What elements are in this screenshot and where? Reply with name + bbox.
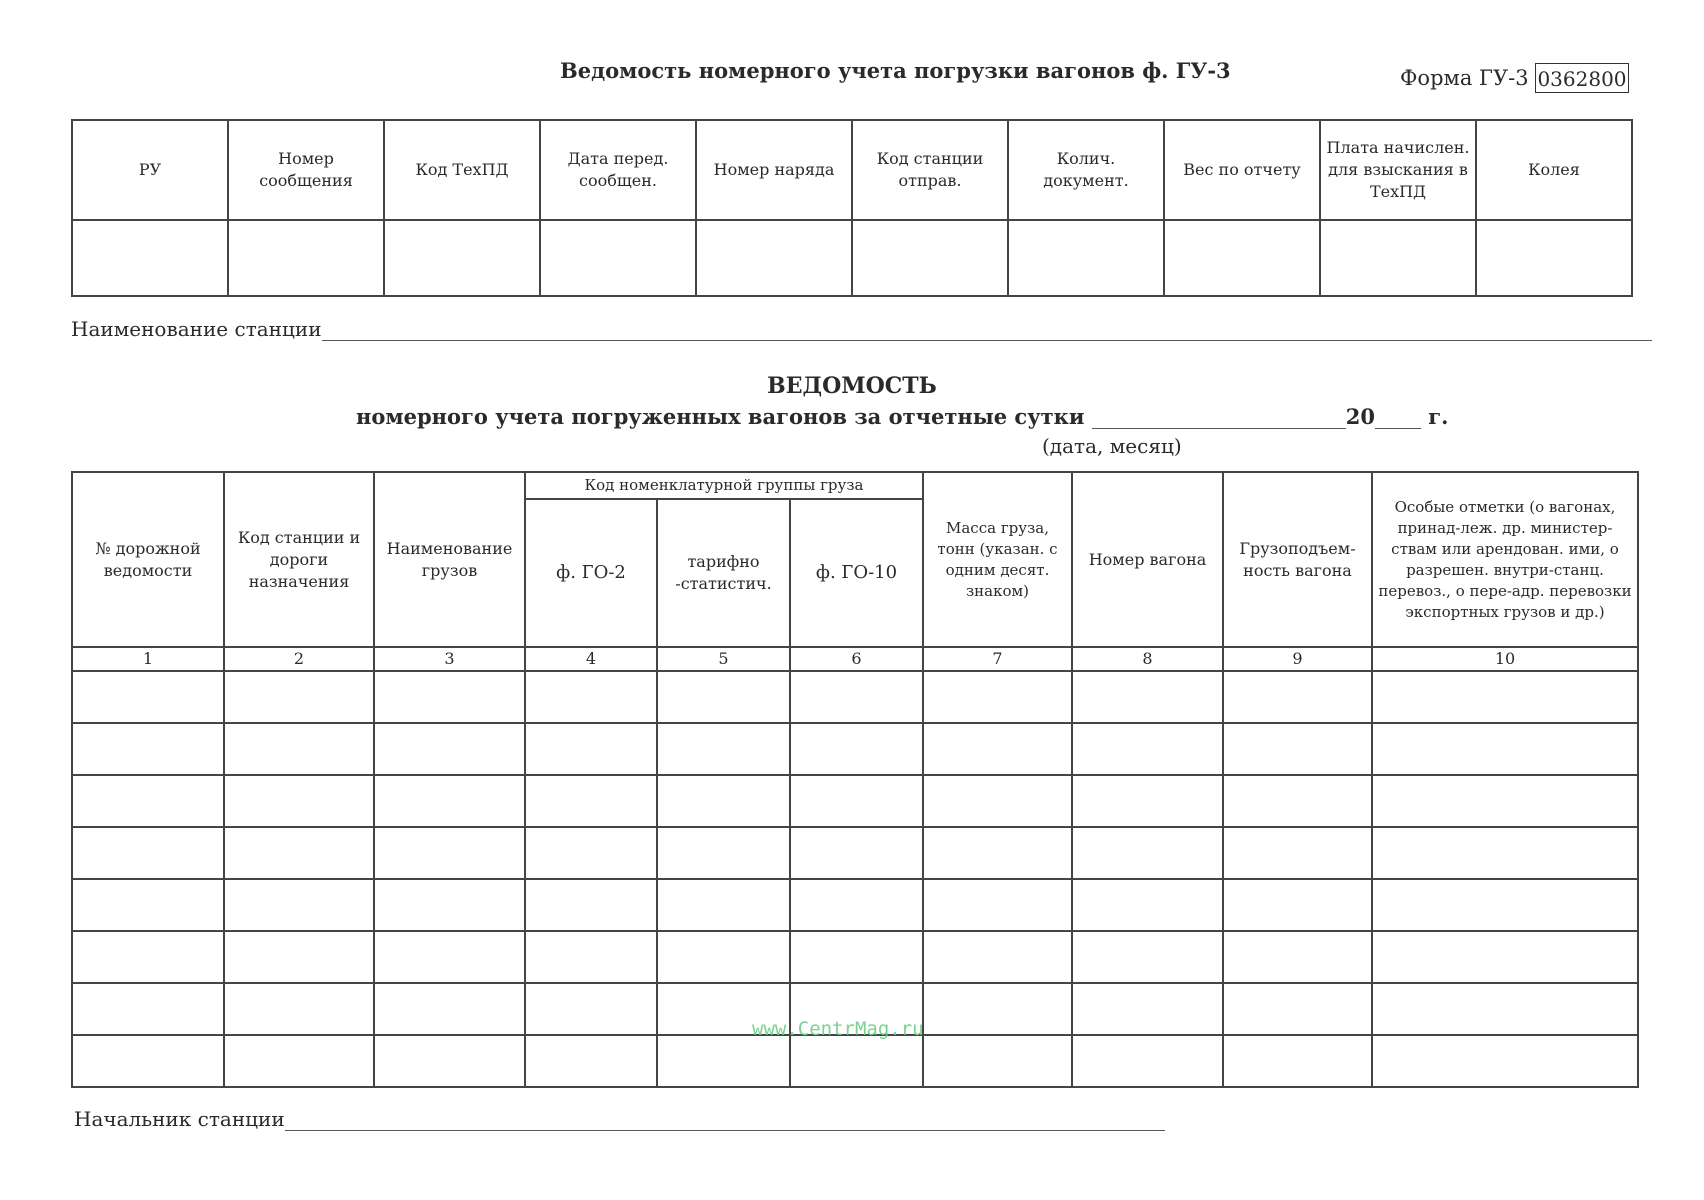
table-cell[interactable] bbox=[72, 1035, 224, 1087]
col-header-road-sheet-number: № дорожной ведомости bbox=[72, 472, 224, 647]
table-cell[interactable] bbox=[72, 827, 224, 879]
table-cell[interactable] bbox=[1223, 671, 1372, 723]
column-number: 10 bbox=[1372, 647, 1638, 671]
column-number: 8 bbox=[1072, 647, 1223, 671]
vedomost-subheading bbox=[356, 404, 1448, 429]
table-cell[interactable] bbox=[657, 931, 790, 983]
station-name-field bbox=[71, 317, 1652, 341]
col-header-wagon-number: Номер вагона bbox=[1072, 472, 1223, 647]
table-cell[interactable] bbox=[1372, 931, 1638, 983]
form-label: Форма ГУ-3 bbox=[1400, 66, 1529, 90]
table-cell[interactable] bbox=[790, 723, 923, 775]
table-cell[interactable] bbox=[923, 827, 1072, 879]
table-cell[interactable] bbox=[657, 827, 790, 879]
table-cell[interactable] bbox=[1072, 1035, 1223, 1087]
date-hint: (дата, месяц) bbox=[1042, 434, 1182, 458]
table-cell[interactable] bbox=[923, 983, 1072, 1035]
table-cell[interactable] bbox=[224, 879, 374, 931]
table-cell[interactable] bbox=[72, 983, 224, 1035]
table-cell[interactable] bbox=[1072, 983, 1223, 1035]
col-header-cargo-mass: Масса груза, тонн (указан. с одним десят. знаком) bbox=[923, 472, 1072, 647]
top-cell[interactable] bbox=[228, 220, 384, 296]
table-cell[interactable] bbox=[923, 879, 1072, 931]
table-cell[interactable] bbox=[923, 775, 1072, 827]
table-cell[interactable] bbox=[374, 1035, 525, 1087]
table-cell[interactable] bbox=[374, 931, 525, 983]
table-cell[interactable] bbox=[1372, 879, 1638, 931]
table-cell[interactable] bbox=[1072, 775, 1223, 827]
table-row bbox=[72, 671, 1638, 723]
table-cell[interactable] bbox=[525, 775, 657, 827]
table-cell[interactable] bbox=[525, 1035, 657, 1087]
table-cell[interactable] bbox=[657, 775, 790, 827]
table-cell[interactable] bbox=[1372, 1035, 1638, 1087]
table-cell[interactable] bbox=[790, 931, 923, 983]
table-cell[interactable] bbox=[657, 879, 790, 931]
table-cell[interactable] bbox=[72, 931, 224, 983]
table-cell[interactable] bbox=[790, 775, 923, 827]
vedomost-subtitle: номерного учета погруженных вагонов за отчетные сутки bbox=[356, 404, 1085, 429]
col-header-departure-station-code: Код станции отправ. bbox=[852, 120, 1008, 220]
table-cell[interactable] bbox=[657, 671, 790, 723]
station-chief-blank[interactable] bbox=[285, 1110, 1165, 1131]
table-cell[interactable] bbox=[790, 1035, 923, 1087]
top-cell[interactable] bbox=[852, 220, 1008, 296]
table-cell[interactable] bbox=[923, 723, 1072, 775]
table-cell[interactable] bbox=[1072, 671, 1223, 723]
table-cell[interactable] bbox=[1072, 879, 1223, 931]
table-cell[interactable] bbox=[525, 879, 657, 931]
column-number: 3 bbox=[374, 647, 525, 671]
table-cell[interactable] bbox=[1223, 931, 1372, 983]
col-header-techpd-code: Код ТехПД bbox=[384, 120, 540, 220]
table-cell[interactable] bbox=[1223, 827, 1372, 879]
col-header-gauge: Колея bbox=[1476, 120, 1632, 220]
table-cell[interactable] bbox=[657, 723, 790, 775]
table-cell[interactable] bbox=[1223, 1035, 1372, 1087]
table-row bbox=[72, 775, 1638, 827]
table-cell[interactable] bbox=[72, 723, 224, 775]
table-cell[interactable] bbox=[224, 827, 374, 879]
table-cell[interactable] bbox=[1223, 775, 1372, 827]
table-cell[interactable] bbox=[790, 827, 923, 879]
table-cell[interactable] bbox=[72, 879, 224, 931]
table-cell[interactable] bbox=[374, 775, 525, 827]
table-cell[interactable] bbox=[72, 671, 224, 723]
column-number: 5 bbox=[657, 647, 790, 671]
col-group-cargo-code: Код номенклатурной группы груза bbox=[525, 472, 923, 499]
col-header-tariff-stat: тарифно -статистич. bbox=[657, 499, 790, 647]
table-cell[interactable] bbox=[374, 723, 525, 775]
year-prefix: 20 bbox=[1345, 404, 1375, 429]
table-cell[interactable] bbox=[1223, 983, 1372, 1035]
table-cell[interactable] bbox=[790, 671, 923, 723]
table-cell[interactable] bbox=[525, 723, 657, 775]
station-chief-field bbox=[74, 1107, 1165, 1131]
col-header-ru: РУ bbox=[72, 120, 228, 220]
col-header-wagon-capacity: Грузоподъем-ность вагона bbox=[1223, 472, 1372, 647]
table-cell[interactable] bbox=[1372, 983, 1638, 1035]
form-title: Ведомость номерного учета погрузки вагонов ф. ГУ-3 bbox=[560, 58, 1231, 83]
vedomost-heading: ВЕДОМОСТЬ bbox=[767, 373, 937, 399]
col-header-report-weight: Вес по отчету bbox=[1164, 120, 1320, 220]
table-cell[interactable] bbox=[224, 775, 374, 827]
table-cell[interactable] bbox=[923, 931, 1072, 983]
table-cell[interactable] bbox=[1072, 723, 1223, 775]
table-cell[interactable] bbox=[1372, 827, 1638, 879]
col-header-destination-code: Код станции и дороги назначения bbox=[224, 472, 374, 647]
top-cell[interactable] bbox=[1164, 220, 1320, 296]
col-header-message-number: Номер сообщения bbox=[228, 120, 384, 220]
table-cell[interactable] bbox=[1372, 775, 1638, 827]
table-cell[interactable] bbox=[374, 983, 525, 1035]
table-cell[interactable] bbox=[224, 931, 374, 983]
station-name-blank[interactable] bbox=[322, 320, 1652, 341]
col-header-special-notes: Особые отметки (о вагонах, принад-леж. др. министер-ствам или арендован. ими, о разрешен. внутри-станц. перевоз., о пере-адр. перевозки экспортных грузов и др.) bbox=[1372, 472, 1638, 647]
table-cell[interactable] bbox=[525, 827, 657, 879]
table-cell[interactable] bbox=[224, 671, 374, 723]
table-cell[interactable] bbox=[1372, 723, 1638, 775]
watermark: www.CentrMag.ru bbox=[752, 1018, 924, 1040]
col-header-document-count: Колич. документ. bbox=[1008, 120, 1164, 220]
column-number: 6 bbox=[790, 647, 923, 671]
table-cell[interactable] bbox=[1072, 931, 1223, 983]
table-cell[interactable] bbox=[657, 1035, 790, 1087]
col-header-charged-fee: Плата начислен. для взыскания в ТехПД bbox=[1320, 120, 1476, 220]
column-number: 9 bbox=[1223, 647, 1372, 671]
table-cell[interactable] bbox=[1372, 671, 1638, 723]
top-cell[interactable] bbox=[384, 220, 540, 296]
table-row bbox=[72, 931, 1638, 983]
table-cell[interactable] bbox=[1223, 723, 1372, 775]
top-cell[interactable] bbox=[72, 220, 228, 296]
year-blank[interactable] bbox=[1375, 408, 1421, 429]
table-cell[interactable] bbox=[374, 827, 525, 879]
table-cell[interactable] bbox=[224, 983, 374, 1035]
table-cell[interactable] bbox=[374, 671, 525, 723]
table-cell[interactable] bbox=[790, 879, 923, 931]
col-header-go10: ф. ГО-10 bbox=[790, 499, 923, 647]
table-cell[interactable] bbox=[1223, 879, 1372, 931]
table-cell[interactable] bbox=[923, 671, 1072, 723]
column-number: 4 bbox=[525, 647, 657, 671]
col-header-order-number: Номер наряда bbox=[696, 120, 852, 220]
table-cell[interactable] bbox=[72, 775, 224, 827]
year-suffix: г. bbox=[1428, 404, 1449, 429]
column-number: 7 bbox=[923, 647, 1072, 671]
top-cell[interactable] bbox=[1476, 220, 1632, 296]
loaded-wagons-table bbox=[71, 471, 1639, 1088]
top-cell[interactable] bbox=[1320, 220, 1476, 296]
col-header-go2: ф. ГО-2 bbox=[525, 499, 657, 647]
top-cell[interactable] bbox=[1008, 220, 1164, 296]
transfer-info-table bbox=[71, 119, 1633, 297]
table-cell[interactable] bbox=[1072, 827, 1223, 879]
top-cell[interactable] bbox=[696, 220, 852, 296]
column-number: 1 bbox=[72, 647, 224, 671]
table-cell[interactable] bbox=[224, 1035, 374, 1087]
table-cell[interactable] bbox=[374, 879, 525, 931]
table-cell[interactable] bbox=[923, 1035, 1072, 1087]
column-number: 2 bbox=[224, 647, 374, 671]
table-row bbox=[72, 1035, 1638, 1087]
top-cell[interactable] bbox=[540, 220, 696, 296]
form-number-box: 0362800 bbox=[1535, 63, 1629, 93]
table-cell[interactable] bbox=[224, 723, 374, 775]
table-row bbox=[72, 879, 1638, 931]
table-cell[interactable] bbox=[525, 983, 657, 1035]
table-cell[interactable] bbox=[525, 671, 657, 723]
col-header-transfer-date: Дата перед. сообщен. bbox=[540, 120, 696, 220]
table-row bbox=[72, 827, 1638, 879]
station-chief-label: Начальник станции bbox=[74, 1107, 285, 1131]
col-header-cargo-name: Наименование грузов bbox=[374, 472, 525, 647]
station-name-label: Наименование станции bbox=[71, 317, 322, 341]
table-row bbox=[72, 723, 1638, 775]
table-cell[interactable] bbox=[525, 931, 657, 983]
report-date-blank[interactable] bbox=[1092, 408, 1346, 429]
